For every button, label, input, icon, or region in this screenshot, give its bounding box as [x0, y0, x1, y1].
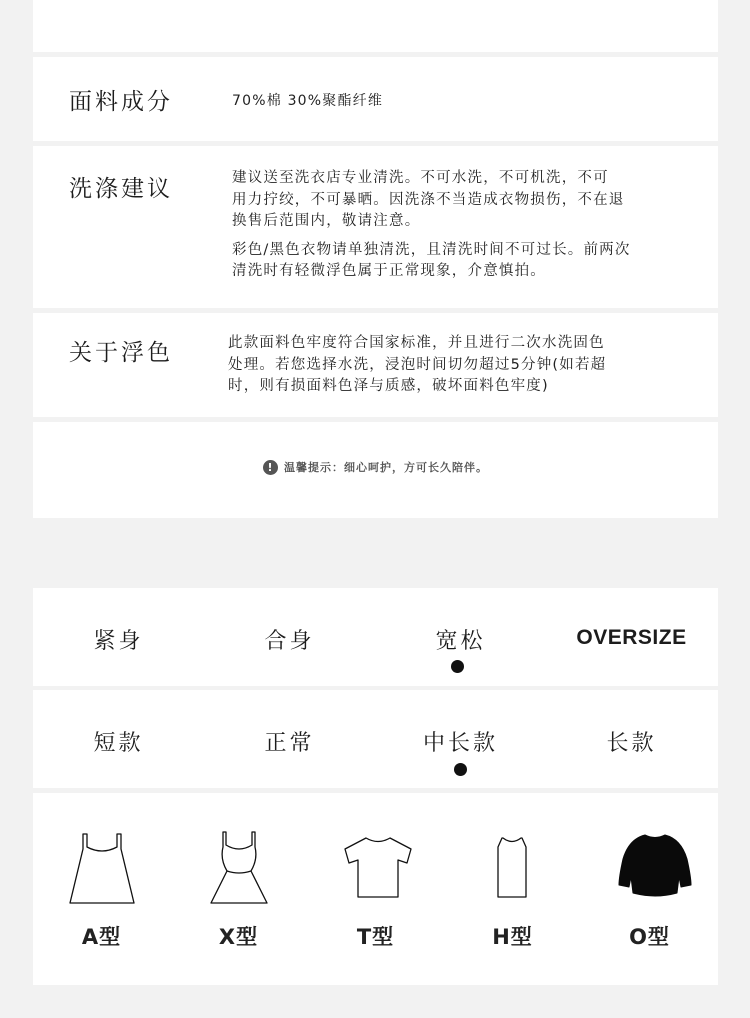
- washing-line: 建议送至洗衣店专业清洗。不可水洗，不可机洗，不可: [232, 170, 609, 186]
- fit-option-tight: [33, 624, 204, 655]
- composition-title: 面料成分: [69, 89, 173, 115]
- fading-line: 此款面料色牢度符合国家标准，并且进行二次水洗固色: [228, 335, 605, 351]
- length-option-label: 正常: [264, 731, 315, 756]
- fit-option-label: 紧身: [93, 629, 144, 654]
- tip-section: [33, 422, 718, 518]
- fit-option-label: 合身: [264, 629, 315, 654]
- silhouette-row: [33, 793, 718, 985]
- o-line-sweater-icon: [615, 829, 695, 909]
- length-option-label: 短款: [93, 731, 144, 756]
- fit-selected-dot: [451, 660, 464, 673]
- length-selected-dot: [454, 763, 467, 776]
- fit-option-regular: [204, 624, 375, 655]
- fit-option-label: OVERSIZE: [576, 626, 687, 649]
- shape-label: T型: [356, 925, 395, 949]
- fading-section: [33, 313, 718, 417]
- shape-h: [444, 793, 581, 985]
- top-strip: [33, 0, 718, 52]
- fading-title: 关于浮色: [69, 340, 173, 366]
- care-tip-text: 温馨提示：细心呵护，方可长久陪伴。: [284, 461, 488, 474]
- shape-x: [170, 793, 307, 985]
- h-line-vest-icon: [478, 829, 548, 909]
- fading-text: [228, 333, 606, 398]
- t-shirt-icon: [341, 829, 416, 909]
- x-line-dress-icon: [204, 829, 274, 909]
- a-line-tank-icon: [67, 829, 137, 909]
- composition-text: 70%棉 30%聚酯纤维: [232, 93, 384, 109]
- shape-a: [33, 793, 170, 985]
- shape-t: [307, 793, 444, 985]
- fit-option-loose: [375, 624, 546, 655]
- composition-section: [33, 57, 718, 141]
- length-option-long: [546, 726, 717, 757]
- washing-line: 用力拧绞，不可暴晒。因洗涤不当造成衣物损伤，不在退: [232, 191, 625, 208]
- fit-row: [33, 588, 718, 686]
- shape-label: X型: [218, 925, 259, 949]
- length-option-regular: [204, 726, 375, 757]
- length-row: [33, 690, 718, 788]
- washing-title: 洗涤建议: [69, 176, 173, 202]
- shape-label: H型: [492, 925, 533, 949]
- length-option-label: 长款: [606, 731, 657, 756]
- length-option-midlong: [375, 726, 546, 757]
- fit-option-oversize: [546, 626, 717, 650]
- shape-o: [581, 793, 718, 985]
- exclamation-circle-icon: !: [263, 460, 278, 475]
- fading-line: 处理。若您选择水洗，浸泡时间切勿超过5分钟(如若超: [228, 356, 607, 373]
- washing-line: 彩色/黑色衣物请单独清洗，且清洗时间不可过长。前两次: [232, 241, 631, 258]
- length-option-label: 中长款: [422, 731, 498, 756]
- care-tip: [33, 459, 718, 475]
- fading-line: 时，则有损面料色泽与质感，破坏面料色牢度): [228, 378, 549, 394]
- fit-option-label: 宽松: [435, 629, 486, 654]
- length-option-short: [33, 726, 204, 757]
- shape-label: A型: [81, 925, 122, 949]
- shape-label: O型: [629, 925, 670, 949]
- washing-section: [33, 146, 718, 308]
- washing-line: 清洗时有轻微浮色属于正常现象，介意慎拍。: [232, 263, 546, 279]
- washing-line: 换售后范围内，敬请注意。: [232, 213, 421, 229]
- washing-text: [232, 168, 631, 283]
